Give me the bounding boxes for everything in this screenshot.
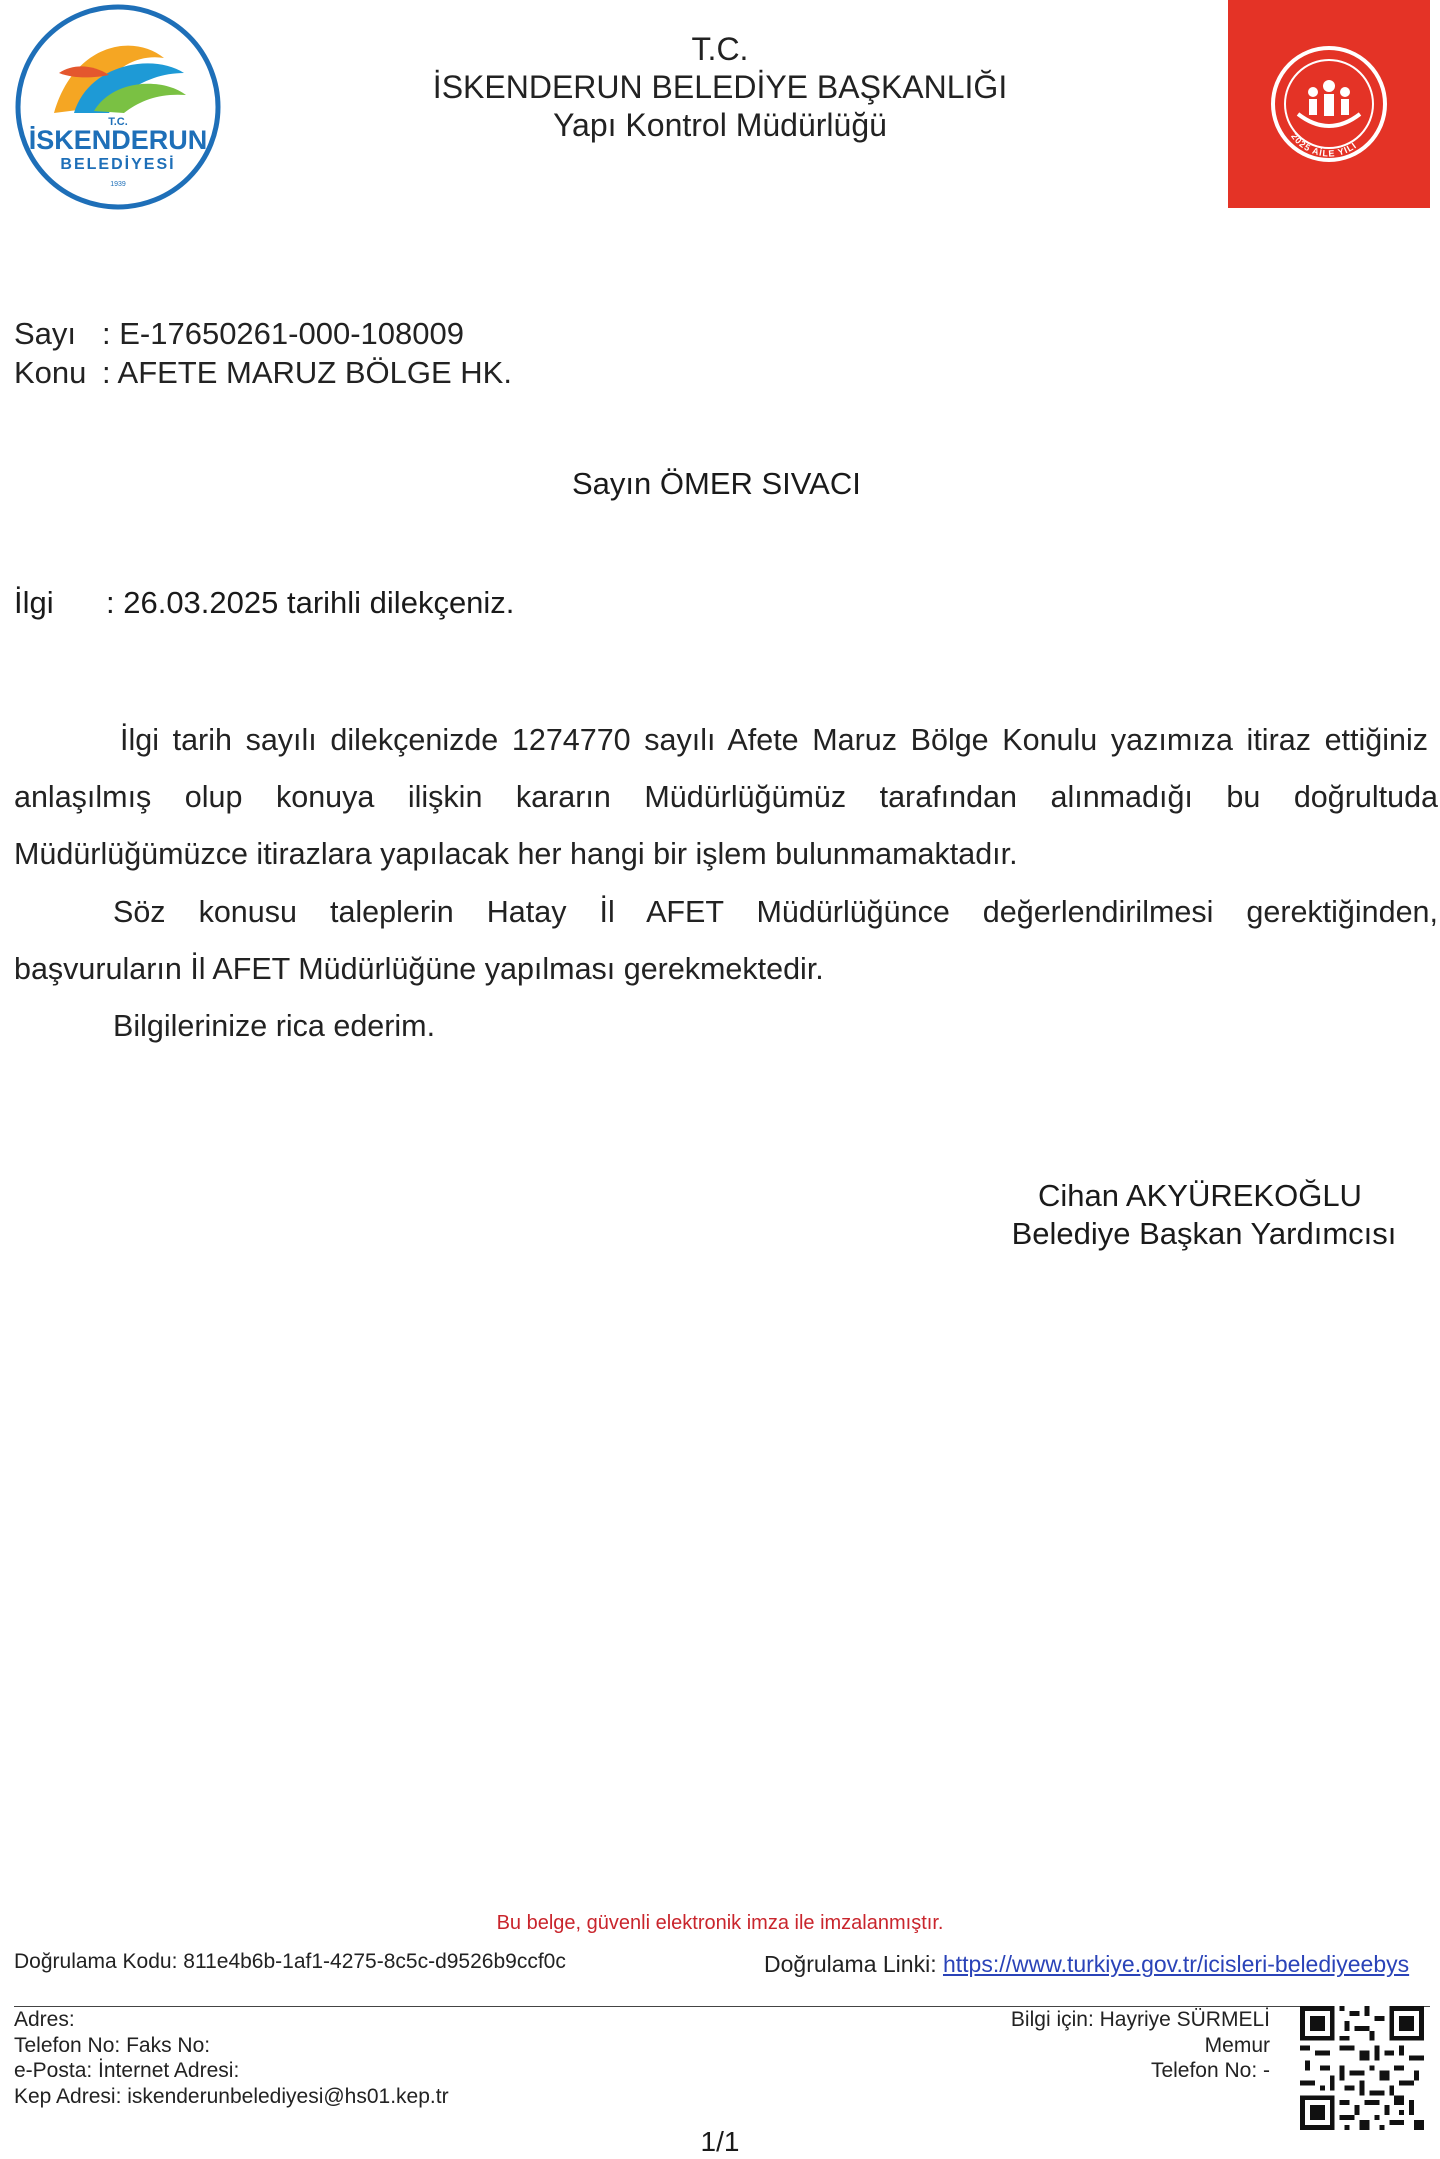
sayi-row: [14, 316, 464, 352]
sayi-label: Sayı: [14, 316, 77, 351]
verify-link[interactable]: https://www.turkiye.gov.tr/icisleri-belediyeebys: [942, 1951, 1410, 1977]
ilgi-value: : 26.03.2025 tarihli dilekçeniz.: [106, 585, 515, 620]
body-p1-line2: anlaşılmış olup konuya ilişkin kararın Müdürlüğümüz tarafından alınmadığı bu doğrultuda: [14, 780, 1438, 814]
verify-code-label: Doğrulama Kodu:: [14, 1950, 178, 1973]
footer-adres: Adres:: [14, 2008, 75, 2031]
page-number: 1/1: [700, 2126, 740, 2157]
footer-divider: [14, 2006, 1430, 2007]
logo-sub-text: BELEDİYESİ: [60, 156, 176, 173]
logo-year-text: 1939: [110, 181, 126, 188]
body-p2-line2: başvuruların İl AFET Müdürlüğüne yapılması gerekmektedir.: [14, 952, 824, 986]
body-p3: Bilgilerinize rica ederim.: [113, 1009, 436, 1043]
aile-yili-logo: [1228, 0, 1430, 208]
footer-bilgi: Bilgi için: Hayriye SÜRMELİ: [1010, 2008, 1270, 2031]
footer-kep: Kep Adresi: iskenderunbelediyesi@hs01.kep.tr: [14, 2085, 449, 2108]
aile-yili-ring-text: 2025 AİLE YILI: [1289, 131, 1359, 159]
footer-telefon: Telefon No: Faks No:: [14, 2034, 211, 2057]
body-p1-line3: Müdürlüğümüzce itirazlara yapılacak her hangi bir işlem bulunmamaktadır.: [14, 837, 1018, 871]
header-institution: İSKENDERUN BELEDİYE BAŞKANLIĞI: [432, 69, 1008, 105]
konu-value: : AFETE MARUZ BÖLGE HK.: [102, 355, 512, 390]
ilgi-label: İlgi: [14, 585, 54, 620]
qr-code-icon: [1300, 2006, 1424, 2130]
logo-tc-text: T.C.: [108, 116, 128, 128]
esign-note: Bu belge, güvenli elektronik imza ile imzalanmıştır.: [496, 1912, 944, 1934]
konu-row: [14, 355, 512, 391]
footer-unvan: Memur: [1204, 2034, 1270, 2057]
footer-bilgi-tel: Telefon No: -: [1150, 2059, 1270, 2082]
header-department: Yapı Kontrol Müdürlüğü: [553, 107, 887, 143]
header-tc: T.C.: [691, 31, 749, 67]
verify-link-row: [764, 1951, 1432, 1978]
signer-name: Cihan AKYÜREKOĞLU: [1038, 1178, 1362, 1213]
konu-label: Konu: [14, 355, 87, 390]
footer-eposta: e-Posta: İnternet Adresi:: [14, 2059, 240, 2082]
verify-code-value: 811e4b6b-1af1-4275-8c5c-d9526b9ccf0c: [183, 1950, 566, 1973]
body-p1-line1: İlgi tarih sayılı dilekçenizde 1274770 sayılı Afete Maruz Bölge Konulu yazımıza itiraz ettiğiniz: [120, 723, 1428, 757]
verify-link-label: Doğrulama Linki:: [764, 1951, 937, 1977]
addressee: Sayın ÖMER SIVACI: [572, 466, 861, 501]
logo-name-text: İSKENDERUN: [28, 125, 208, 155]
sayi-value: : E-17650261-000-108009: [102, 316, 464, 351]
body-p2-line1: Söz konusu taleplerin Hatay İl AFET Müdürlüğünce değerlendirilmesi gerektiğinden,: [113, 895, 1438, 929]
signer-title: Belediye Başkan Yardımcısı: [1011, 1216, 1397, 1251]
verify-code-row: [14, 1950, 566, 1974]
